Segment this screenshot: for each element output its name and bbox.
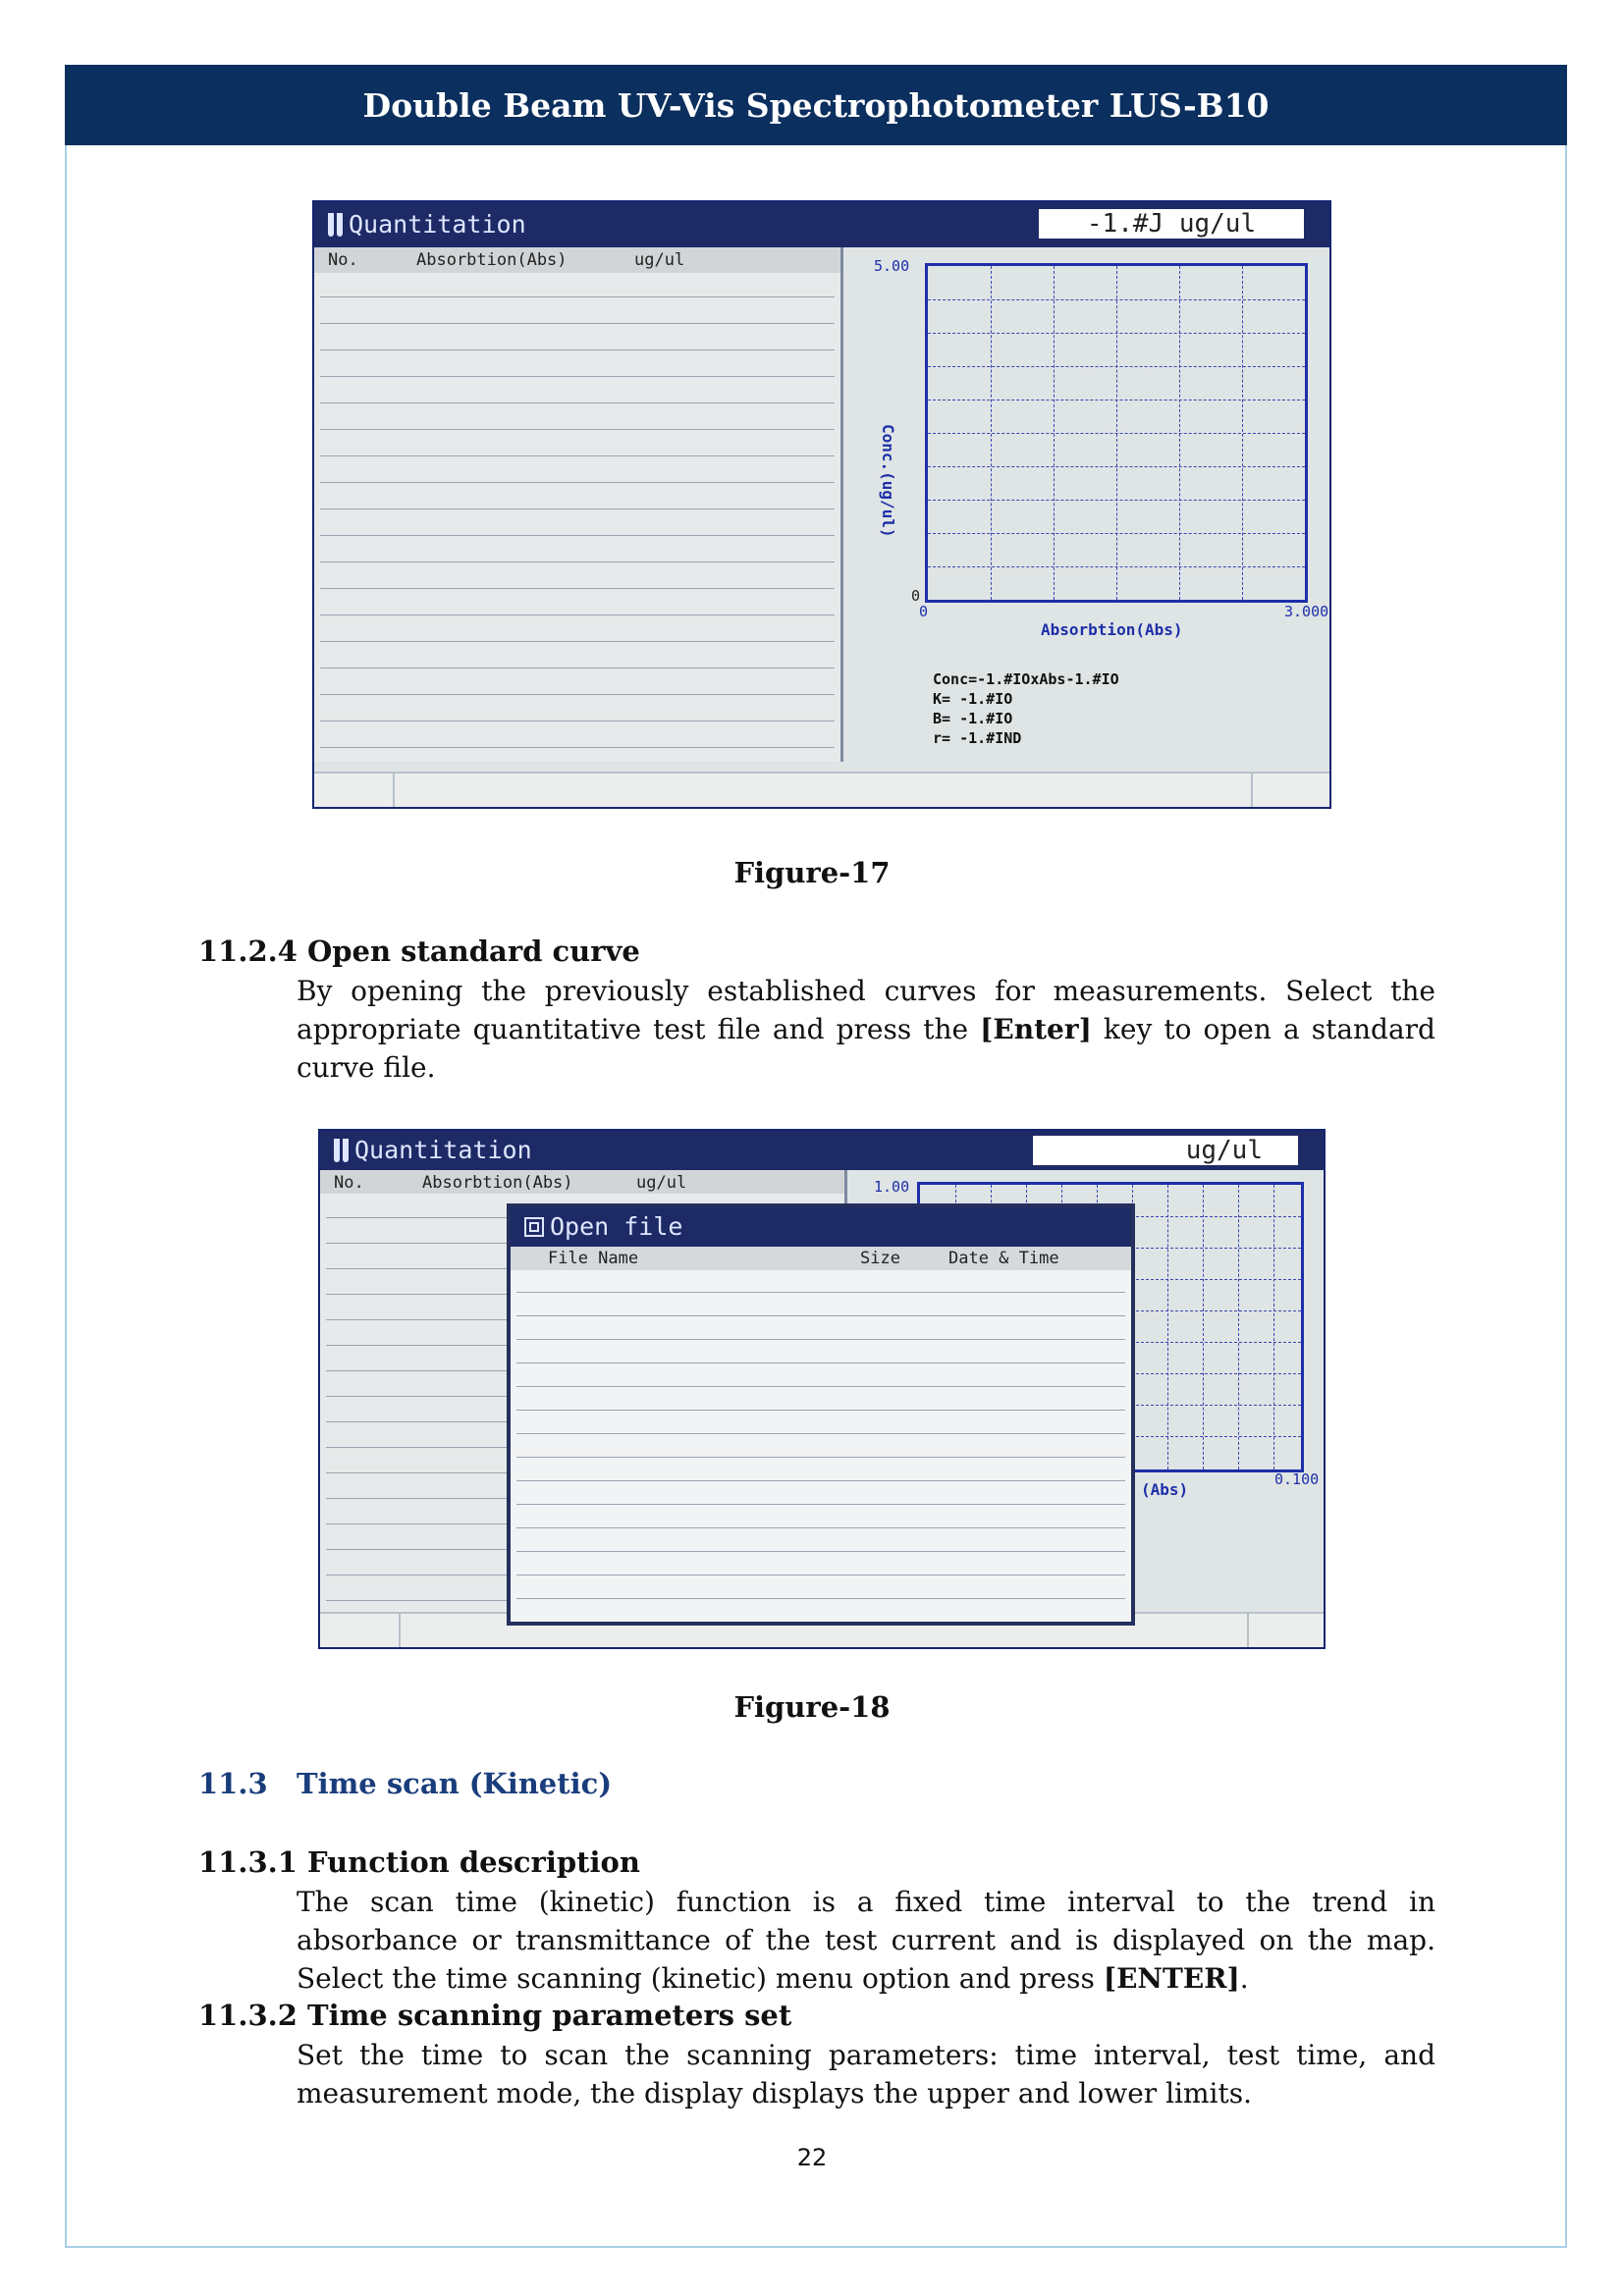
x-axis-label: Absorbtion(Abs) <box>1041 620 1183 639</box>
y-max-label: 5.00 <box>874 257 910 275</box>
section-body: The scan time (kinetic) function is a fixed time interval to the trend in absorbance or transmittance of the test current and is displayed on the map. Select the time scanning (kinetic) menu option and press [ENTER]. <box>297 1886 1435 1995</box>
table-row <box>320 349 835 350</box>
table-header: No. Absorbtion(Abs) ug/ul <box>320 1170 844 1194</box>
window-title: Quantitation <box>354 1136 532 1164</box>
col-ug-ul: ug/ul <box>634 250 685 270</box>
title-bar <box>314 202 1329 247</box>
table-row <box>320 641 835 642</box>
table-row <box>320 588 835 589</box>
col-no: No. <box>328 250 358 270</box>
calibration-plot <box>925 263 1308 603</box>
table-row <box>320 561 835 562</box>
figure-18-screenshot <box>318 1129 1326 1649</box>
y-min-label: 0 <box>911 587 921 605</box>
col-size: Size <box>860 1249 900 1268</box>
figure-17-caption: Figure-17 <box>733 856 891 889</box>
y-axis-label: Conc.(ug/ul) <box>879 424 897 538</box>
table-header <box>314 247 840 273</box>
equation-line: Conc=-1.#IOxAbs-1.#IO <box>933 670 1119 688</box>
section-heading: 11.3.1 Function description <box>198 1845 640 1879</box>
table-row <box>320 667 835 668</box>
r-value: r= -1.#IND <box>933 729 1022 747</box>
b-value: B= -1.#IO <box>933 710 1013 727</box>
concentration-readout: -1.#J ug/ul <box>1039 209 1304 239</box>
enter-key-text: [ENTER] <box>1103 1962 1240 1995</box>
table-row <box>320 482 835 483</box>
enter-key-text: [Enter] <box>980 1013 1092 1045</box>
col-date-time: Date & Time <box>948 1249 1059 1268</box>
table-row <box>320 402 835 403</box>
table-row <box>320 455 835 456</box>
table-row <box>320 747 835 748</box>
table-row <box>320 323 835 324</box>
concentration-readout: ug/ul <box>1033 1136 1298 1165</box>
page-number: 22 <box>796 2144 828 2171</box>
section-body: By opening the previously established curves for measurements. Select the appropriate quantitative test file and press the [Enter] key to open a standard curve file. <box>297 975 1435 1084</box>
section-body: Set the time to scan the scanning parameters: time interval, test time, and measurement mode, the display displays the upper and lower limits. <box>297 2039 1435 2109</box>
file-icon <box>524 1217 544 1237</box>
section-heading: 11.3.2 Time scanning parameters set <box>198 1999 792 2032</box>
figure-18-caption: Figure-18 <box>733 1690 891 1724</box>
table-row <box>320 614 835 615</box>
status-bar <box>314 772 1329 807</box>
col-absorbtion: Absorbtion(Abs) <box>416 250 568 270</box>
table-row <box>320 429 835 430</box>
section-heading-11-3: 11.3 Time scan (Kinetic) <box>198 1767 613 1800</box>
section-heading: 11.2.4 Open standard curve <box>198 934 640 968</box>
k-value: K= -1.#IO <box>933 690 1013 708</box>
x-min-label: 0 <box>919 603 929 620</box>
col-file-name: File Name <box>548 1249 639 1268</box>
title-bar <box>320 1131 1324 1170</box>
dialog-title: Open file <box>550 1212 683 1241</box>
table-row <box>320 508 835 509</box>
open-file-dialog[interactable] <box>507 1203 1135 1626</box>
window-title: Quantitation <box>349 210 526 239</box>
results-table <box>314 247 843 762</box>
file-list-header <box>511 1247 1131 1270</box>
table-row <box>320 296 835 297</box>
test-tube-icon <box>334 1139 349 1162</box>
x-axis-label: (Abs) <box>1141 1480 1189 1499</box>
figure-17-screenshot <box>312 200 1331 809</box>
x-max-label: 0.100 <box>1274 1470 1320 1488</box>
table-row <box>320 376 835 377</box>
header-title: Double Beam UV-Vis Spectrophotometer LUS-B10 <box>362 85 1270 125</box>
table-row <box>320 535 835 536</box>
test-tube-icon <box>328 213 343 237</box>
dialog-title-bar <box>511 1207 1131 1247</box>
x-max-label: 3.000 <box>1284 603 1329 620</box>
document-header <box>65 65 1567 145</box>
table-row <box>320 694 835 695</box>
y-max-label: 1.00 <box>874 1178 910 1196</box>
